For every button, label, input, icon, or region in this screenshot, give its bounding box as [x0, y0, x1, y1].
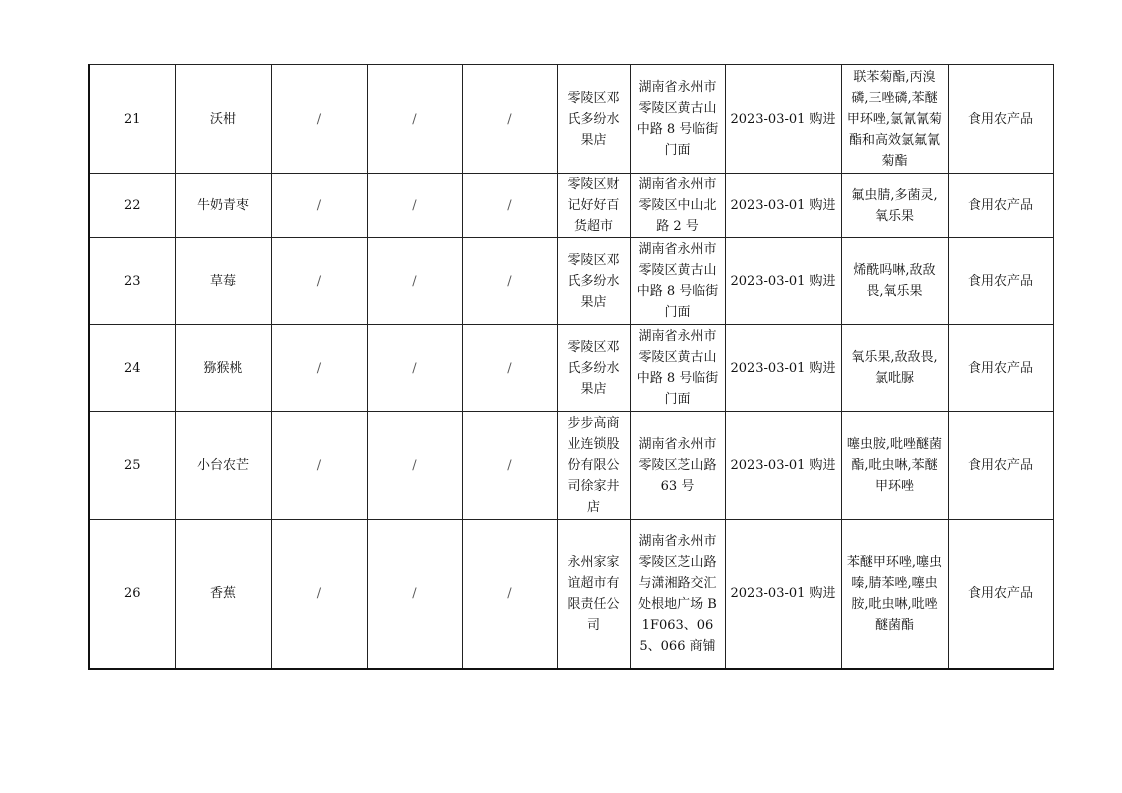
spec-cell: / [367, 174, 462, 238]
purchase-date: 2023-03-01 购进 [725, 520, 841, 669]
product-category: 食用农产品 [948, 520, 1053, 669]
spec-cell: / [271, 238, 367, 325]
sampled-shop: 零陵区邓氏多纷水果店 [557, 238, 630, 325]
test-items: 联苯菊酯,丙溴磷,三唑磷,苯醚甲环唑,氯氰氰菊酯和高效氯氟氰菊酯 [841, 65, 948, 174]
sampled-shop: 零陵区邓氏多纷水果店 [557, 65, 630, 174]
product-category: 食用农产品 [948, 174, 1053, 238]
spec-cell: / [367, 325, 462, 412]
spec-cell: / [271, 520, 367, 669]
shop-address: 湖南省永州市零陵区芝山路 63 号 [630, 412, 725, 520]
spec-cell: / [271, 325, 367, 412]
row-number: 25 [89, 412, 175, 520]
table-row [89, 325, 1053, 412]
spec-cell: / [462, 520, 557, 669]
sample-table [88, 64, 1054, 670]
purchase-date: 2023-03-01 购进 [725, 174, 841, 238]
sampled-shop: 永州家家谊超市有限责任公司 [557, 520, 630, 669]
spec-cell: / [271, 174, 367, 238]
product-category: 食用农产品 [948, 238, 1053, 325]
product-name: 香蕉 [175, 520, 271, 669]
test-items: 氟虫腈,多菌灵,氧乐果 [841, 174, 948, 238]
spec-cell: / [367, 412, 462, 520]
purchase-date: 2023-03-01 购进 [725, 412, 841, 520]
product-category: 食用农产品 [948, 65, 1053, 174]
spec-cell: / [462, 238, 557, 325]
product-category: 食用农产品 [948, 325, 1053, 412]
spec-cell: / [367, 520, 462, 669]
sampled-shop: 步步高商业连锁股份有限公司徐家井店 [557, 412, 630, 520]
sampled-shop: 零陵区邓氏多纷水果店 [557, 325, 630, 412]
shop-address: 湖南省永州市零陵区黄古山中路 8 号临街门面 [630, 65, 725, 174]
test-items: 噻虫胺,吡唑醚菌酯,吡虫啉,苯醚甲环唑 [841, 412, 948, 520]
shop-address: 湖南省永州市零陵区黄古山中路 8 号临街门面 [630, 238, 725, 325]
row-number: 26 [89, 520, 175, 669]
product-name: 牛奶青枣 [175, 174, 271, 238]
table-row [89, 238, 1053, 325]
spec-cell: / [271, 65, 367, 174]
row-number: 21 [89, 65, 175, 174]
row-number: 22 [89, 174, 175, 238]
shop-address: 湖南省永州市零陵区芝山路与潇湘路交汇处根地广场 B1F063、065、066 商铺 [630, 520, 725, 669]
product-name: 草莓 [175, 238, 271, 325]
spec-cell: / [462, 174, 557, 238]
spec-cell: / [367, 238, 462, 325]
product-name: 沃柑 [175, 65, 271, 174]
test-items: 氧乐果,敌敌畏,氯吡脲 [841, 325, 948, 412]
sampled-shop: 零陵区财记好好百货超市 [557, 174, 630, 238]
purchase-date: 2023-03-01 购进 [725, 238, 841, 325]
spec-cell: / [462, 412, 557, 520]
table-row [89, 65, 1053, 174]
row-number: 23 [89, 238, 175, 325]
table-row [89, 520, 1053, 669]
shop-address: 湖南省永州市零陵区中山北路 2 号 [630, 174, 725, 238]
product-name: 猕猴桃 [175, 325, 271, 412]
row-number: 24 [89, 325, 175, 412]
shop-address: 湖南省永州市零陵区黄古山中路 8 号临街门面 [630, 325, 725, 412]
test-items: 烯酰吗啉,敌敌畏,氧乐果 [841, 238, 948, 325]
product-category: 食用农产品 [948, 412, 1053, 520]
table-row [89, 412, 1053, 520]
spec-cell: / [462, 65, 557, 174]
spec-cell: / [367, 65, 462, 174]
table-row [89, 174, 1053, 238]
product-name: 小台农芒 [175, 412, 271, 520]
purchase-date: 2023-03-01 购进 [725, 65, 841, 174]
spec-cell: / [462, 325, 557, 412]
test-items: 苯醚甲环唑,噻虫嗪,腈苯唑,噻虫胺,吡虫啉,吡唑醚菌酯 [841, 520, 948, 669]
spec-cell: / [271, 412, 367, 520]
purchase-date: 2023-03-01 购进 [725, 325, 841, 412]
